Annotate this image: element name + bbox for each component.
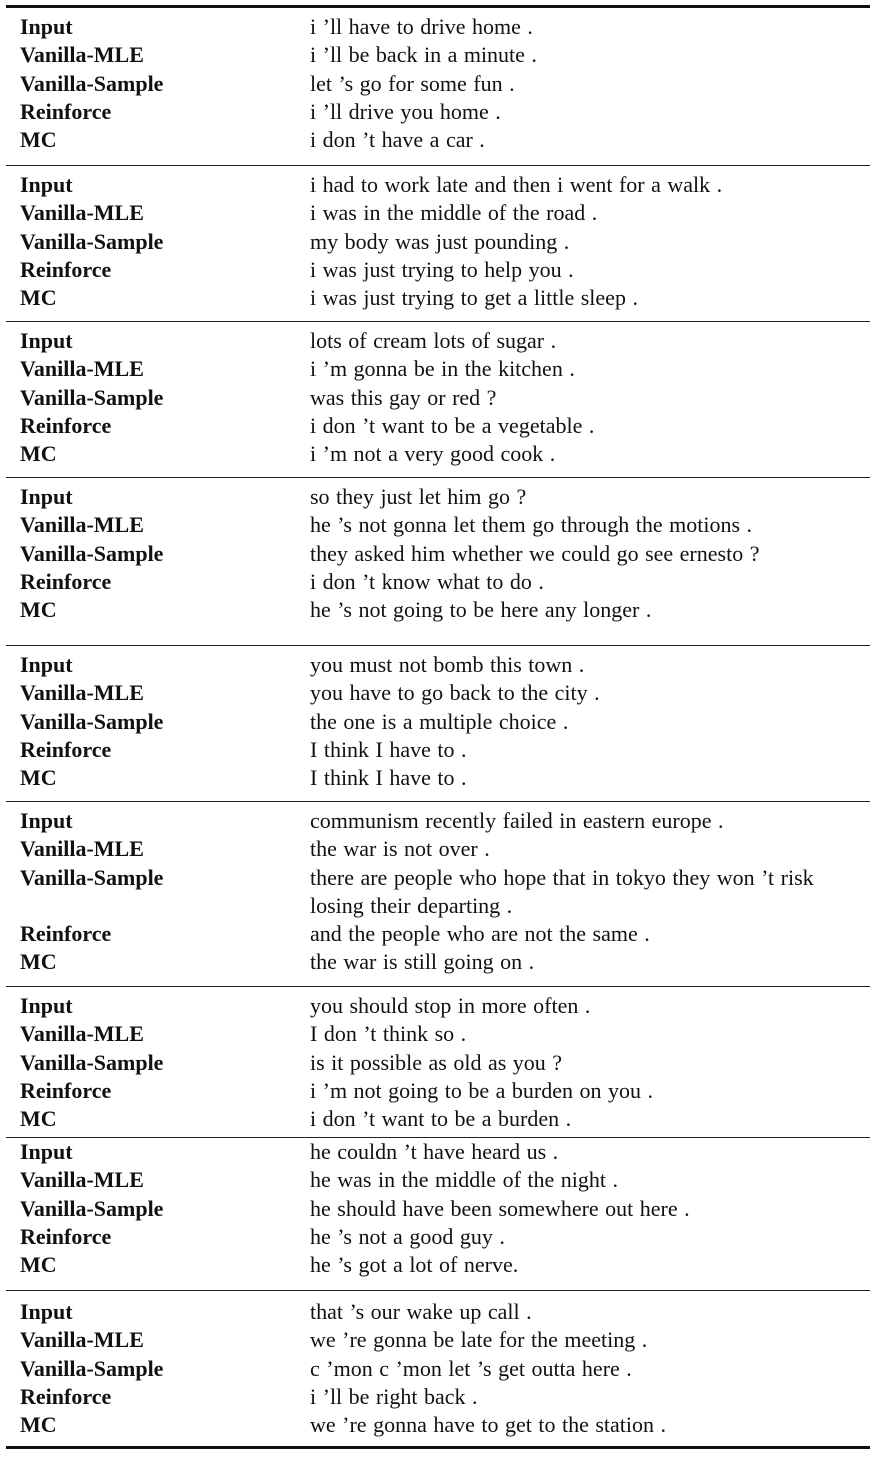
row-text: i had to work late and then i went for a walk . xyxy=(310,172,723,197)
table-row xyxy=(6,708,870,736)
table-row xyxy=(6,651,870,679)
row-text: they asked him whether we could go see ernesto ? xyxy=(310,540,760,566)
table-row xyxy=(6,483,870,511)
row-text: we ’re gonna be late for the meeting . xyxy=(310,1327,648,1353)
row-label: MC xyxy=(20,1106,57,1132)
table-row xyxy=(6,1251,870,1279)
table-row xyxy=(6,41,870,69)
table-row xyxy=(6,1105,870,1133)
row-label: Input xyxy=(20,1139,73,1164)
table-row xyxy=(6,835,870,863)
row-text: we ’re gonna have to get to the station . xyxy=(310,1412,667,1438)
row-label: MC xyxy=(20,127,57,153)
table-row xyxy=(6,70,870,98)
row-text: communism recently failed in eastern europe . xyxy=(310,808,724,833)
row-text: I think I have to . xyxy=(310,765,467,791)
row-text: i ’ll drive you home . xyxy=(310,98,501,124)
row-text: i ’ll have to drive home . xyxy=(310,14,533,39)
table-row xyxy=(6,736,870,764)
row-text: let ’s go for some fun . xyxy=(310,70,515,96)
row-text: my body was just pounding . xyxy=(310,228,570,254)
row-text: i ’m gonna be in the kitchen . xyxy=(310,356,575,382)
table-row xyxy=(6,440,870,468)
row-text: is it possible as old as you ? xyxy=(310,1049,563,1075)
row-label: Vanilla-Sample xyxy=(20,228,164,254)
table-row xyxy=(6,1077,870,1105)
table-row xyxy=(6,1195,870,1223)
table-row xyxy=(6,1355,870,1383)
row-label: MC xyxy=(20,285,57,311)
row-text: and the people who are not the same . xyxy=(310,921,650,947)
row-text: I think I have to . xyxy=(310,736,467,762)
row-label: Reinforce xyxy=(20,1383,112,1409)
row-label: Vanilla-Sample xyxy=(20,540,164,566)
table-row xyxy=(6,1020,870,1048)
row-text: i don ’t want to be a vegetable . xyxy=(310,412,595,438)
row-label: Input xyxy=(20,14,73,39)
table-row xyxy=(6,126,870,154)
row-label: Vanilla-MLE xyxy=(20,512,144,538)
row-text: he couldn ’t have heard us . xyxy=(310,1139,559,1164)
row-label: Vanilla-Sample xyxy=(20,1049,164,1075)
table-row xyxy=(6,228,870,256)
row-text: he ’s not gonna let them go through the motions . xyxy=(310,512,753,538)
row-label: Input xyxy=(20,808,73,833)
row-label: Input xyxy=(20,328,73,353)
row-label: Vanilla-Sample xyxy=(20,70,164,96)
row-text: you have to go back to the city . xyxy=(310,680,600,706)
table-row xyxy=(6,1383,870,1411)
row-text: he ’s got a lot of nerve. xyxy=(310,1252,519,1278)
row-text: i was just trying to get a little sleep . xyxy=(310,285,638,311)
row-label: MC xyxy=(20,597,57,623)
row-label: Vanilla-MLE xyxy=(20,200,144,226)
table-row xyxy=(6,1298,870,1326)
row-label: Reinforce xyxy=(20,1077,112,1103)
row-label: Input xyxy=(20,652,73,677)
row-label: Reinforce xyxy=(20,1223,112,1249)
row-text: so they just let him go ? xyxy=(310,484,527,509)
row-text: c ’mon c ’mon let ’s get outta here . xyxy=(310,1355,632,1381)
table-row xyxy=(6,864,870,921)
row-text: i don ’t want to be a burden . xyxy=(310,1106,572,1132)
table-row xyxy=(6,1049,870,1077)
row-label: Vanilla-Sample xyxy=(20,1195,164,1221)
row-text: he should have been somewhere out here . xyxy=(310,1195,690,1221)
table-row xyxy=(6,596,870,624)
comparison-table xyxy=(6,5,870,1449)
row-text: the one is a multiple choice . xyxy=(310,708,569,734)
row-text: there are people who hope that in tokyo they won ’t risk losing their departing . xyxy=(310,864,814,918)
row-label: Vanilla-MLE xyxy=(20,836,144,862)
row-label: Reinforce xyxy=(20,921,112,947)
row-label: MC xyxy=(20,441,57,467)
table-row xyxy=(6,511,870,539)
table-row xyxy=(6,1166,870,1194)
table-row xyxy=(6,807,870,835)
row-text: i don ’t know what to do . xyxy=(310,568,544,594)
row-text: i was in the middle of the road . xyxy=(310,200,598,226)
table-row xyxy=(6,679,870,707)
row-label: Vanilla-MLE xyxy=(20,356,144,382)
row-label: MC xyxy=(20,1412,57,1438)
example-group xyxy=(6,477,870,645)
row-label: Vanilla-Sample xyxy=(20,864,164,890)
example-group xyxy=(6,986,870,1137)
row-text: the war is not over . xyxy=(310,836,490,862)
table-row xyxy=(6,199,870,227)
table-row xyxy=(6,98,870,126)
example-group xyxy=(6,165,870,321)
table-row xyxy=(6,412,870,440)
row-label: Input xyxy=(20,1299,73,1324)
row-text: you should stop in more often . xyxy=(310,993,591,1018)
row-text: he ’s not going to be here any longer . xyxy=(310,597,652,623)
example-group xyxy=(6,1137,870,1290)
row-text: that ’s our wake up call . xyxy=(310,1299,532,1324)
row-label: Vanilla-MLE xyxy=(20,680,144,706)
row-label: Input xyxy=(20,172,73,197)
row-label: Input xyxy=(20,993,73,1018)
row-label: Reinforce xyxy=(20,412,112,438)
row-label: Reinforce xyxy=(20,736,112,762)
table-row xyxy=(6,920,870,948)
row-text: i don ’t have a car . xyxy=(310,127,485,153)
table-row xyxy=(6,171,870,199)
row-label: Reinforce xyxy=(20,568,112,594)
example-group xyxy=(6,645,870,801)
row-label: Vanilla-Sample xyxy=(20,708,164,734)
row-label: Reinforce xyxy=(20,98,112,124)
row-label: Vanilla-MLE xyxy=(20,1327,144,1353)
table-row xyxy=(6,948,870,976)
row-label: MC xyxy=(20,949,57,975)
row-label: Vanilla-Sample xyxy=(20,384,164,410)
row-label: Input xyxy=(20,484,73,509)
table-row xyxy=(6,384,870,412)
table-row xyxy=(6,355,870,383)
row-label: Reinforce xyxy=(20,256,112,282)
table-row xyxy=(6,284,870,312)
example-group xyxy=(6,801,870,986)
table-row xyxy=(6,1326,870,1354)
row-label: Vanilla-MLE xyxy=(20,1167,144,1193)
table-row xyxy=(6,256,870,284)
table-row xyxy=(6,327,870,355)
table-row xyxy=(6,764,870,792)
row-label: Vanilla-MLE xyxy=(20,1021,144,1047)
row-text: i was just trying to help you . xyxy=(310,256,574,282)
row-label: MC xyxy=(20,765,57,791)
row-text: i ’m not going to be a burden on you . xyxy=(310,1077,654,1103)
table-row xyxy=(6,540,870,568)
table-row xyxy=(6,568,870,596)
row-text: i ’m not a very good cook . xyxy=(310,441,556,467)
example-group xyxy=(6,1290,870,1446)
row-text: i ’ll be right back . xyxy=(310,1383,478,1409)
row-text: he ’s not a good guy . xyxy=(310,1223,505,1249)
row-text: you must not bomb this town . xyxy=(310,652,585,677)
row-label: Vanilla-Sample xyxy=(20,1355,164,1381)
row-text: I don ’t think so . xyxy=(310,1021,467,1047)
row-text: i ’ll be back in a minute . xyxy=(310,42,537,68)
table-row xyxy=(6,1223,870,1251)
row-label: Vanilla-MLE xyxy=(20,42,144,68)
row-text: he was in the middle of the night . xyxy=(310,1167,618,1193)
row-label: MC xyxy=(20,1252,57,1278)
row-text: lots of cream lots of sugar . xyxy=(310,328,557,353)
table-row xyxy=(6,992,870,1020)
example-group xyxy=(6,321,870,477)
table-row xyxy=(6,13,870,41)
row-text: was this gay or red ? xyxy=(310,384,497,410)
row-text: the war is still going on . xyxy=(310,949,535,975)
table-row xyxy=(6,1411,870,1439)
table-row xyxy=(6,1138,870,1166)
example-group xyxy=(6,8,870,165)
